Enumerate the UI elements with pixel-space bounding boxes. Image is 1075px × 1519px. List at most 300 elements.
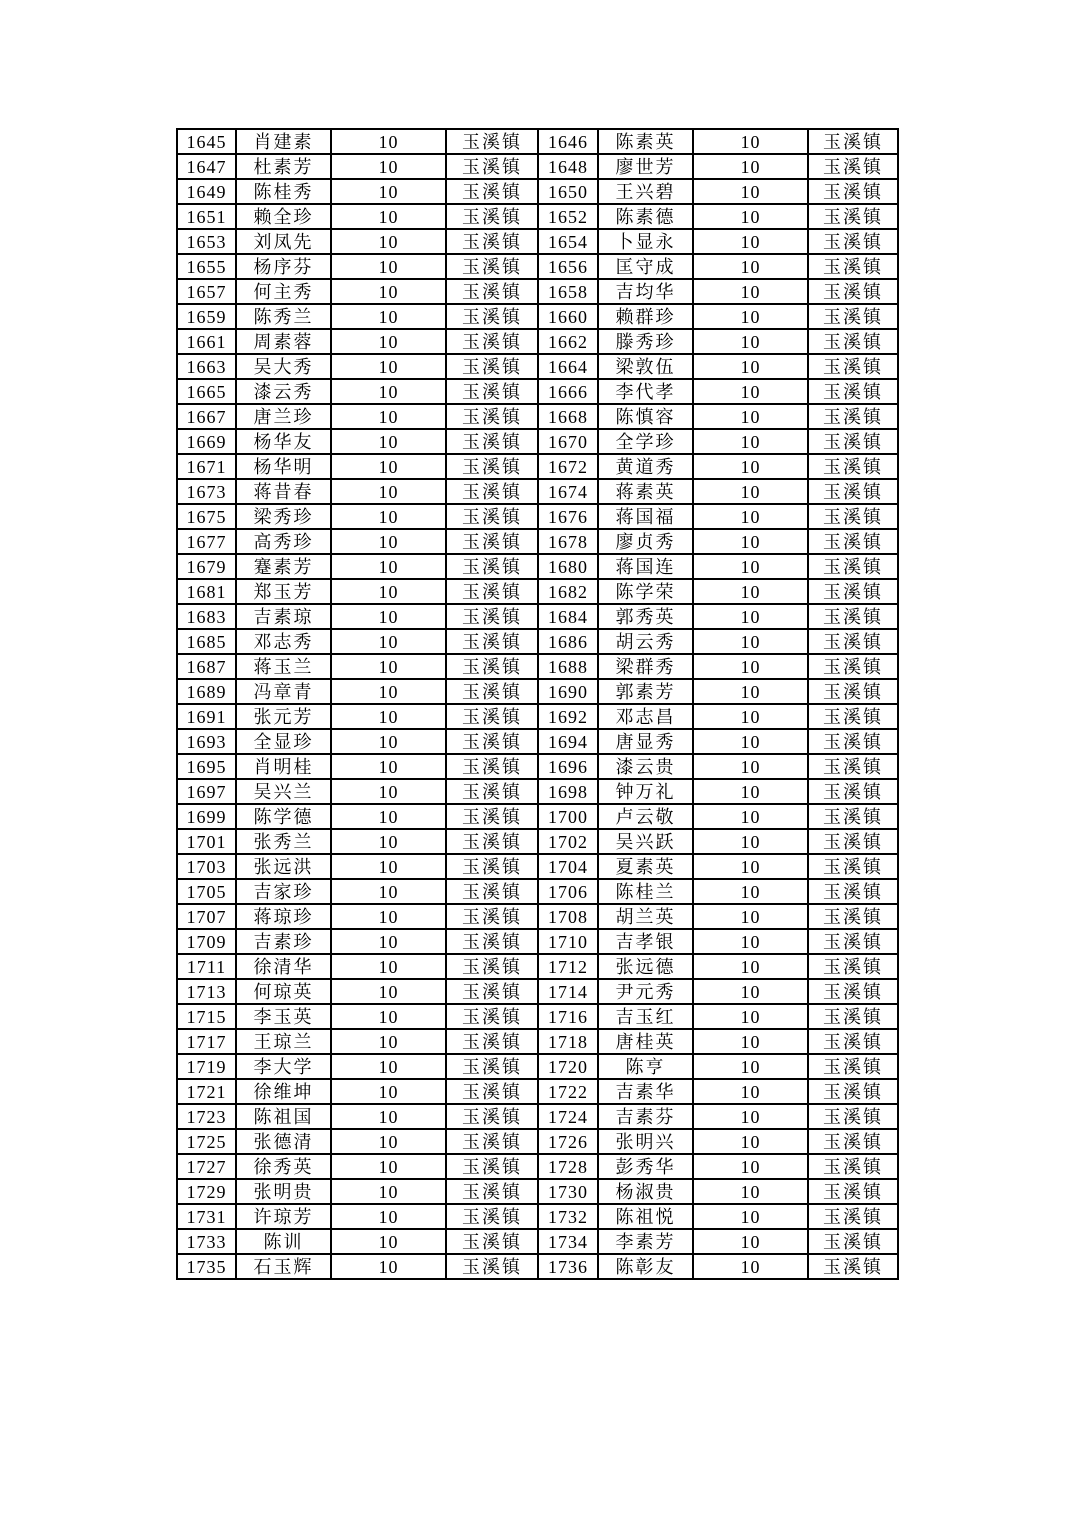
table-row — [177, 654, 898, 679]
table-row — [177, 429, 898, 454]
table-row — [177, 929, 898, 954]
town-cell: 玉溪镇 — [446, 179, 538, 204]
name-cell: 张德清 — [236, 1129, 331, 1154]
town-cell: 玉溪镇 — [446, 1229, 538, 1254]
town-cell: 玉溪镇 — [808, 879, 898, 904]
amount-cell: 10 — [693, 1104, 808, 1129]
name-cell: 蒋素英 — [598, 479, 693, 504]
town-cell: 玉溪镇 — [446, 679, 538, 704]
table-row — [177, 729, 898, 754]
amount-cell: 10 — [693, 854, 808, 879]
serial-cell: 1734 — [538, 1229, 598, 1254]
name-cell: 杨序芬 — [236, 254, 331, 279]
amount-cell: 10 — [331, 129, 446, 154]
name-cell: 石玉辉 — [236, 1254, 331, 1279]
town-cell: 玉溪镇 — [808, 1004, 898, 1029]
serial-cell: 1705 — [177, 879, 236, 904]
amount-cell: 10 — [693, 304, 808, 329]
serial-cell: 1735 — [177, 1254, 236, 1279]
town-cell: 玉溪镇 — [446, 454, 538, 479]
name-cell: 吉家珍 — [236, 879, 331, 904]
town-cell: 玉溪镇 — [446, 1129, 538, 1154]
amount-cell: 10 — [693, 1029, 808, 1054]
serial-cell: 1699 — [177, 804, 236, 829]
serial-cell: 1697 — [177, 779, 236, 804]
amount-cell: 10 — [331, 1004, 446, 1029]
name-cell: 张明贵 — [236, 1179, 331, 1204]
amount-cell: 10 — [693, 429, 808, 454]
town-cell: 玉溪镇 — [808, 1204, 898, 1229]
name-cell: 全学珍 — [598, 429, 693, 454]
amount-cell: 10 — [693, 754, 808, 779]
name-cell: 郭秀英 — [598, 604, 693, 629]
town-cell: 玉溪镇 — [446, 704, 538, 729]
name-cell: 吉均华 — [598, 279, 693, 304]
town-cell: 玉溪镇 — [808, 1104, 898, 1129]
amount-cell: 10 — [331, 829, 446, 854]
name-cell: 陈素英 — [598, 129, 693, 154]
name-cell: 吴大秀 — [236, 354, 331, 379]
amount-cell: 10 — [693, 479, 808, 504]
name-cell: 邓志秀 — [236, 629, 331, 654]
name-cell: 陈训 — [236, 1229, 331, 1254]
serial-cell: 1726 — [538, 1129, 598, 1154]
serial-cell: 1670 — [538, 429, 598, 454]
amount-cell: 10 — [693, 329, 808, 354]
serial-cell: 1720 — [538, 1054, 598, 1079]
name-cell: 陈祖国 — [236, 1104, 331, 1129]
town-cell: 玉溪镇 — [446, 1204, 538, 1229]
amount-cell: 10 — [693, 554, 808, 579]
name-cell: 梁秀珍 — [236, 504, 331, 529]
table-row — [177, 304, 898, 329]
serial-cell: 1717 — [177, 1029, 236, 1054]
amount-cell: 10 — [693, 979, 808, 1004]
amount-cell: 10 — [693, 804, 808, 829]
name-cell: 李代孝 — [598, 379, 693, 404]
town-cell: 玉溪镇 — [808, 254, 898, 279]
town-cell: 玉溪镇 — [446, 479, 538, 504]
serial-cell: 1721 — [177, 1079, 236, 1104]
amount-cell: 10 — [693, 829, 808, 854]
serial-cell: 1718 — [538, 1029, 598, 1054]
amount-cell: 10 — [331, 329, 446, 354]
amount-cell: 10 — [331, 904, 446, 929]
amount-cell: 10 — [331, 1179, 446, 1204]
town-cell: 玉溪镇 — [808, 979, 898, 1004]
amount-cell: 10 — [693, 454, 808, 479]
serial-cell: 1716 — [538, 1004, 598, 1029]
serial-cell: 1677 — [177, 529, 236, 554]
amount-cell: 10 — [693, 1254, 808, 1279]
amount-cell: 10 — [693, 629, 808, 654]
table-row — [177, 1229, 898, 1254]
name-cell: 王兴碧 — [598, 179, 693, 204]
table-row — [177, 954, 898, 979]
amount-cell: 10 — [693, 379, 808, 404]
town-cell: 玉溪镇 — [808, 729, 898, 754]
amount-cell: 10 — [331, 154, 446, 179]
serial-cell: 1683 — [177, 604, 236, 629]
serial-cell: 1698 — [538, 779, 598, 804]
serial-cell: 1731 — [177, 1204, 236, 1229]
name-cell: 吉玉红 — [598, 1004, 693, 1029]
name-cell: 吉素华 — [598, 1079, 693, 1104]
serial-cell: 1668 — [538, 404, 598, 429]
town-cell: 玉溪镇 — [808, 204, 898, 229]
town-cell: 玉溪镇 — [446, 829, 538, 854]
amount-cell: 10 — [331, 1154, 446, 1179]
town-cell: 玉溪镇 — [446, 854, 538, 879]
table-row — [177, 1204, 898, 1229]
serial-cell: 1665 — [177, 379, 236, 404]
roster-table-body — [177, 129, 898, 1279]
name-cell: 蒋琼珍 — [236, 904, 331, 929]
amount-cell: 10 — [331, 1129, 446, 1154]
table-row — [177, 229, 898, 254]
table-row — [177, 554, 898, 579]
town-cell: 玉溪镇 — [446, 579, 538, 604]
town-cell: 玉溪镇 — [808, 579, 898, 604]
serial-cell: 1691 — [177, 704, 236, 729]
name-cell: 陈祖悦 — [598, 1204, 693, 1229]
serial-cell: 1647 — [177, 154, 236, 179]
name-cell: 陈桂兰 — [598, 879, 693, 904]
table-row — [177, 1079, 898, 1104]
amount-cell: 10 — [331, 929, 446, 954]
serial-cell: 1654 — [538, 229, 598, 254]
town-cell: 玉溪镇 — [446, 554, 538, 579]
name-cell: 夏素英 — [598, 854, 693, 879]
name-cell: 张远德 — [598, 954, 693, 979]
town-cell: 玉溪镇 — [808, 504, 898, 529]
name-cell: 李素芳 — [598, 1229, 693, 1254]
name-cell: 吉素琼 — [236, 604, 331, 629]
serial-cell: 1714 — [538, 979, 598, 1004]
name-cell: 王琼兰 — [236, 1029, 331, 1054]
name-cell: 张远洪 — [236, 854, 331, 879]
serial-cell: 1680 — [538, 554, 598, 579]
amount-cell: 10 — [693, 679, 808, 704]
town-cell: 玉溪镇 — [808, 854, 898, 879]
town-cell: 玉溪镇 — [446, 929, 538, 954]
serial-cell: 1678 — [538, 529, 598, 554]
amount-cell: 10 — [693, 529, 808, 554]
amount-cell: 10 — [693, 1004, 808, 1029]
serial-cell: 1651 — [177, 204, 236, 229]
name-cell: 杜素芳 — [236, 154, 331, 179]
table-row — [177, 1129, 898, 1154]
amount-cell: 10 — [331, 654, 446, 679]
serial-cell: 1708 — [538, 904, 598, 929]
serial-cell: 1663 — [177, 354, 236, 379]
amount-cell: 10 — [331, 1029, 446, 1054]
town-cell: 玉溪镇 — [808, 754, 898, 779]
serial-cell: 1681 — [177, 579, 236, 604]
name-cell: 邓志昌 — [598, 704, 693, 729]
amount-cell: 10 — [331, 854, 446, 879]
table-row — [177, 1004, 898, 1029]
name-cell: 周素蓉 — [236, 329, 331, 354]
town-cell: 玉溪镇 — [808, 1154, 898, 1179]
name-cell: 肖建素 — [236, 129, 331, 154]
serial-cell: 1711 — [177, 954, 236, 979]
serial-cell: 1732 — [538, 1204, 598, 1229]
town-cell: 玉溪镇 — [446, 254, 538, 279]
amount-cell: 10 — [693, 779, 808, 804]
town-cell: 玉溪镇 — [446, 154, 538, 179]
town-cell: 玉溪镇 — [808, 954, 898, 979]
table-row — [177, 529, 898, 554]
serial-cell: 1693 — [177, 729, 236, 754]
serial-cell: 1703 — [177, 854, 236, 879]
name-cell: 陈秀兰 — [236, 304, 331, 329]
table-row — [177, 904, 898, 929]
serial-cell: 1727 — [177, 1154, 236, 1179]
town-cell: 玉溪镇 — [808, 1129, 898, 1154]
table-row — [177, 204, 898, 229]
name-cell: 卜显永 — [598, 229, 693, 254]
serial-cell: 1723 — [177, 1104, 236, 1129]
name-cell: 何主秀 — [236, 279, 331, 304]
name-cell: 滕秀珍 — [598, 329, 693, 354]
name-cell: 何琼英 — [236, 979, 331, 1004]
town-cell: 玉溪镇 — [808, 904, 898, 929]
serial-cell: 1659 — [177, 304, 236, 329]
town-cell: 玉溪镇 — [446, 754, 538, 779]
name-cell: 蒋玉兰 — [236, 654, 331, 679]
serial-cell: 1702 — [538, 829, 598, 854]
name-cell: 廖贞秀 — [598, 529, 693, 554]
amount-cell: 10 — [693, 229, 808, 254]
amount-cell: 10 — [331, 729, 446, 754]
name-cell: 杨华明 — [236, 454, 331, 479]
town-cell: 玉溪镇 — [808, 429, 898, 454]
town-cell: 玉溪镇 — [808, 1229, 898, 1254]
name-cell: 陈素德 — [598, 204, 693, 229]
table-row — [177, 829, 898, 854]
amount-cell: 10 — [331, 779, 446, 804]
serial-cell: 1696 — [538, 754, 598, 779]
name-cell: 徐清华 — [236, 954, 331, 979]
town-cell: 玉溪镇 — [446, 429, 538, 454]
amount-cell: 10 — [331, 579, 446, 604]
name-cell: 冯章青 — [236, 679, 331, 704]
serial-cell: 1695 — [177, 754, 236, 779]
town-cell: 玉溪镇 — [808, 129, 898, 154]
table-row — [177, 354, 898, 379]
town-cell: 玉溪镇 — [808, 704, 898, 729]
amount-cell: 10 — [693, 404, 808, 429]
name-cell: 赖全珍 — [236, 204, 331, 229]
town-cell: 玉溪镇 — [446, 1254, 538, 1279]
town-cell: 玉溪镇 — [446, 1104, 538, 1129]
name-cell: 唐桂英 — [598, 1029, 693, 1054]
amount-cell: 10 — [331, 604, 446, 629]
serial-cell: 1649 — [177, 179, 236, 204]
town-cell: 玉溪镇 — [808, 654, 898, 679]
serial-cell: 1646 — [538, 129, 598, 154]
town-cell: 玉溪镇 — [808, 279, 898, 304]
amount-cell: 10 — [331, 304, 446, 329]
amount-cell: 10 — [331, 629, 446, 654]
amount-cell: 10 — [693, 1054, 808, 1079]
town-cell: 玉溪镇 — [808, 929, 898, 954]
amount-cell: 10 — [693, 1179, 808, 1204]
name-cell: 梁群秀 — [598, 654, 693, 679]
amount-cell: 10 — [331, 954, 446, 979]
name-cell: 胡兰英 — [598, 904, 693, 929]
amount-cell: 10 — [693, 954, 808, 979]
name-cell: 肖明桂 — [236, 754, 331, 779]
town-cell: 玉溪镇 — [446, 1054, 538, 1079]
name-cell: 吴兴兰 — [236, 779, 331, 804]
serial-cell: 1645 — [177, 129, 236, 154]
name-cell: 全显珍 — [236, 729, 331, 754]
serial-cell: 1687 — [177, 654, 236, 679]
amount-cell: 10 — [693, 1079, 808, 1104]
table-row — [177, 1179, 898, 1204]
serial-cell: 1682 — [538, 579, 598, 604]
amount-cell: 10 — [331, 379, 446, 404]
table-row — [177, 579, 898, 604]
amount-cell: 10 — [693, 604, 808, 629]
town-cell: 玉溪镇 — [446, 879, 538, 904]
table-row — [177, 504, 898, 529]
town-cell: 玉溪镇 — [446, 404, 538, 429]
amount-cell: 10 — [693, 254, 808, 279]
serial-cell: 1679 — [177, 554, 236, 579]
amount-cell: 10 — [693, 904, 808, 929]
serial-cell: 1712 — [538, 954, 598, 979]
name-cell: 陈亨 — [598, 1054, 693, 1079]
table-row — [177, 1054, 898, 1079]
amount-cell: 10 — [331, 1104, 446, 1129]
name-cell: 郭素芳 — [598, 679, 693, 704]
amount-cell: 10 — [693, 129, 808, 154]
table-row — [177, 754, 898, 779]
town-cell: 玉溪镇 — [446, 1004, 538, 1029]
name-cell: 徐维坤 — [236, 1079, 331, 1104]
serial-cell: 1669 — [177, 429, 236, 454]
amount-cell: 10 — [331, 229, 446, 254]
serial-cell: 1728 — [538, 1154, 598, 1179]
amount-cell: 10 — [331, 1079, 446, 1104]
amount-cell: 10 — [331, 454, 446, 479]
name-cell: 蒋昔春 — [236, 479, 331, 504]
amount-cell: 10 — [693, 1204, 808, 1229]
table-row — [177, 704, 898, 729]
town-cell: 玉溪镇 — [808, 1079, 898, 1104]
amount-cell: 10 — [331, 1054, 446, 1079]
serial-cell: 1707 — [177, 904, 236, 929]
serial-cell: 1671 — [177, 454, 236, 479]
town-cell: 玉溪镇 — [446, 229, 538, 254]
amount-cell: 10 — [331, 1229, 446, 1254]
serial-cell: 1730 — [538, 1179, 598, 1204]
name-cell: 杨华友 — [236, 429, 331, 454]
name-cell: 黄道秀 — [598, 454, 693, 479]
table-row — [177, 479, 898, 504]
serial-cell: 1666 — [538, 379, 598, 404]
amount-cell: 10 — [693, 204, 808, 229]
serial-cell: 1650 — [538, 179, 598, 204]
serial-cell: 1656 — [538, 254, 598, 279]
name-cell: 漆云秀 — [236, 379, 331, 404]
name-cell: 陈学德 — [236, 804, 331, 829]
serial-cell: 1733 — [177, 1229, 236, 1254]
serial-cell: 1701 — [177, 829, 236, 854]
serial-cell: 1662 — [538, 329, 598, 354]
table-row — [177, 254, 898, 279]
serial-cell: 1690 — [538, 679, 598, 704]
serial-cell: 1722 — [538, 1079, 598, 1104]
serial-cell: 1710 — [538, 929, 598, 954]
name-cell: 刘凤先 — [236, 229, 331, 254]
table-row — [177, 979, 898, 1004]
serial-cell: 1700 — [538, 804, 598, 829]
table-row — [177, 154, 898, 179]
serial-cell: 1673 — [177, 479, 236, 504]
table-row — [177, 1029, 898, 1054]
serial-cell: 1653 — [177, 229, 236, 254]
amount-cell: 10 — [331, 704, 446, 729]
town-cell: 玉溪镇 — [446, 354, 538, 379]
town-cell: 玉溪镇 — [808, 829, 898, 854]
name-cell: 唐兰珍 — [236, 404, 331, 429]
serial-cell: 1689 — [177, 679, 236, 704]
serial-cell: 1736 — [538, 1254, 598, 1279]
name-cell: 张元芳 — [236, 704, 331, 729]
amount-cell: 10 — [331, 479, 446, 504]
amount-cell: 10 — [331, 679, 446, 704]
table-row — [177, 1154, 898, 1179]
amount-cell: 10 — [331, 204, 446, 229]
amount-cell: 10 — [331, 354, 446, 379]
serial-cell: 1713 — [177, 979, 236, 1004]
town-cell: 玉溪镇 — [808, 679, 898, 704]
serial-cell: 1685 — [177, 629, 236, 654]
serial-cell: 1694 — [538, 729, 598, 754]
town-cell: 玉溪镇 — [446, 729, 538, 754]
town-cell: 玉溪镇 — [446, 129, 538, 154]
town-cell: 玉溪镇 — [446, 504, 538, 529]
serial-cell: 1674 — [538, 479, 598, 504]
table-row — [177, 629, 898, 654]
town-cell: 玉溪镇 — [808, 179, 898, 204]
table-row — [177, 379, 898, 404]
town-cell: 玉溪镇 — [446, 779, 538, 804]
town-cell: 玉溪镇 — [808, 304, 898, 329]
name-cell: 吉素珍 — [236, 929, 331, 954]
table-row — [177, 854, 898, 879]
table-row — [177, 1104, 898, 1129]
town-cell: 玉溪镇 — [446, 1154, 538, 1179]
amount-cell: 10 — [331, 1204, 446, 1229]
name-cell: 杨淑贵 — [598, 1179, 693, 1204]
name-cell: 陈学荣 — [598, 579, 693, 604]
roster-table — [176, 128, 899, 1280]
amount-cell: 10 — [693, 504, 808, 529]
town-cell: 玉溪镇 — [808, 229, 898, 254]
serial-cell: 1655 — [177, 254, 236, 279]
name-cell: 李大学 — [236, 1054, 331, 1079]
name-cell: 郑玉芳 — [236, 579, 331, 604]
amount-cell: 10 — [693, 1129, 808, 1154]
town-cell: 玉溪镇 — [808, 1254, 898, 1279]
name-cell: 蹇素芳 — [236, 554, 331, 579]
serial-cell: 1725 — [177, 1129, 236, 1154]
